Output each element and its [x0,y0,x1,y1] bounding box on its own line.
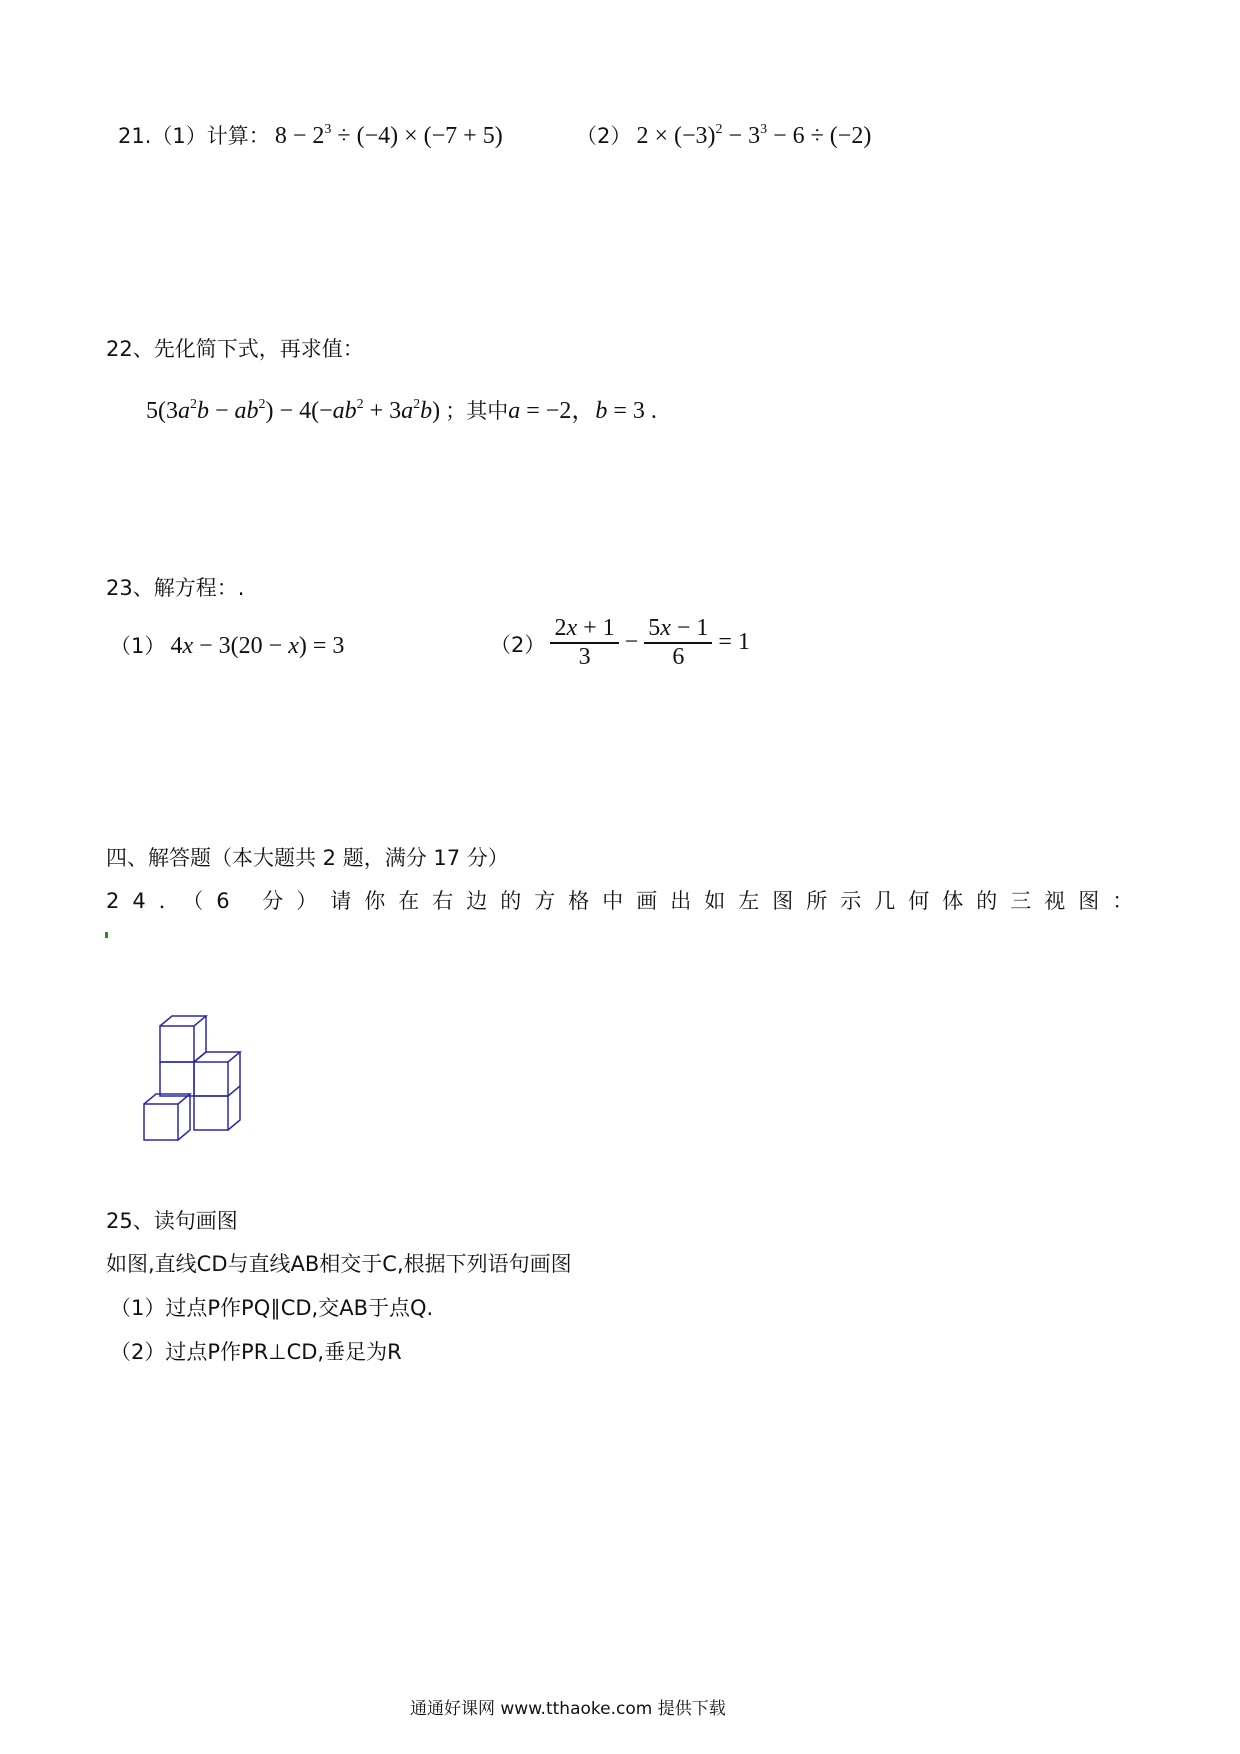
q21-part2-label: （2） [576,124,632,148]
q23-title: 23、解方程：. [106,576,245,600]
cube-mid-right-side [228,1052,240,1096]
q22-condition-label: ；其中 [445,399,509,423]
cube-top-top [160,1016,206,1026]
cube-top-side [194,1016,206,1062]
question-21 [118,120,503,150]
cube-mid-right-front [194,1062,228,1096]
q21-part1-label: （1）计算： [151,124,270,148]
q22-condition: a = −2，b = 3 . [508,398,657,424]
q23-equation-1: 4x − 3(20 − x) = 3 [170,633,345,659]
q23-part2-label: （2） [490,633,546,658]
cube-mid-right-top [194,1052,240,1062]
q22-title: 22、先化简下式，再求值： [106,337,364,361]
q23-equation-2: $\frac{2x + 1}{3}$ − $\frac{5x - 1}{6}$ = 1 [550,629,750,655]
q24-text: 24．（6 分）请你在右边的方格中画出如左图所示几何体的三视图： [106,889,1147,913]
section-4-heading: 四、解答题（本大题共 2 题，满分 17 分） [106,846,509,870]
cube-mid-left-front [160,1062,194,1096]
q25-item-2: （2）过点P作PR⊥CD,垂足为R [110,1340,402,1364]
q23-part1 [110,630,344,660]
q25-title: 25、读句画图 [106,1209,238,1233]
q25-intro: 如图,直线CD与直线AB相交于C,根据下列语句画图 [106,1252,572,1276]
q21-expression-1: $8 - 2^3 \div (-4) \times (-7 + 5)$ [274,122,503,149]
q22-expression-line [146,390,657,425]
stray-mark [105,932,108,938]
cube-stack-figure [135,1010,255,1150]
cube-bottom-right-side [228,1086,240,1130]
q21-number: 21. [118,124,152,148]
question-21-part2 [576,120,871,150]
page-footer: 通通好课网 www.tthaoke.com 提供下载 [410,1699,726,1719]
cube-bottom-left-front [144,1104,178,1140]
cube-bottom-right-front [194,1096,228,1130]
q22-expression: $5(3a^2b - ab^2) - 4(-ab^2 + 3a^2b)$ [146,397,441,424]
cube-top-front [160,1026,194,1062]
q21-expression-2: $2 \times (-3)^2 - 3^3 - 6 \div (-2)$ [636,122,872,149]
q25-item-1: （1）过点P作PQ∥CD,交AB于点Q. [110,1296,434,1320]
cube-bottom-left-side [178,1094,190,1140]
q23-part2 [490,615,750,671]
q23-part1-label: （1） [110,634,166,658]
